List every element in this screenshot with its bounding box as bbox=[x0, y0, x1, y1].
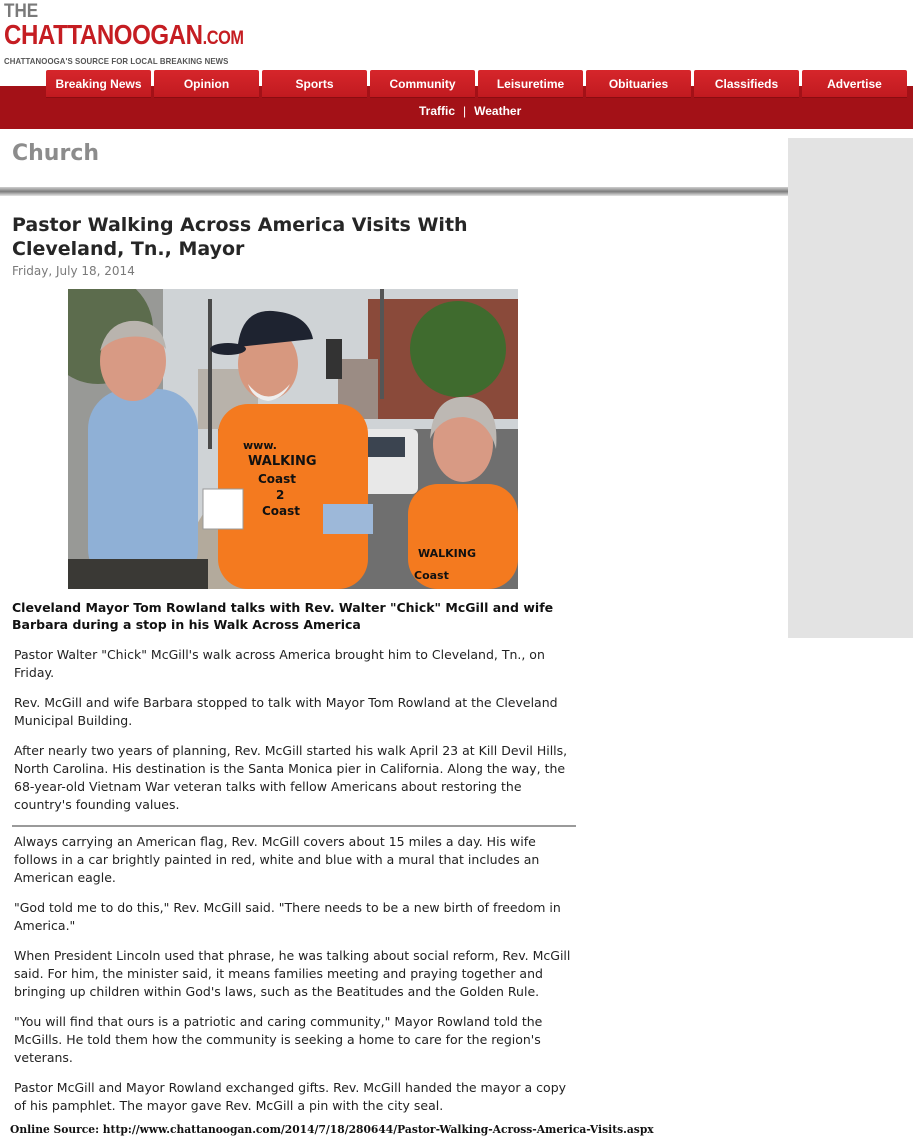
article-photo bbox=[68, 289, 518, 589]
photo-pole bbox=[380, 289, 384, 399]
nav-tab-breaking-news[interactable]: Breaking News bbox=[46, 70, 151, 97]
photo-pamphlet bbox=[203, 489, 243, 529]
photo-pole bbox=[208, 299, 212, 449]
sub-nav-separator: | bbox=[463, 104, 467, 118]
nav-tab-classifieds[interactable]: Classifieds bbox=[694, 70, 799, 97]
article-paragraph: "You will find that ours is a patriotic and caring community," Mayor Rowland told the McGills. He told them how the community is seeking a home to care for the region's veterans. bbox=[14, 1014, 543, 1065]
article-paragraph: Always carrying an American flag, Rev. McGill covers about 15 miles a day. His wife follows in a car brightly painted in red, white and blue with a mural that includes an American eagle. bbox=[14, 834, 540, 885]
nav-tab-obituaries[interactable]: Obituaries bbox=[586, 70, 691, 97]
nav-tab-sports[interactable]: Sports bbox=[262, 70, 367, 97]
sub-nav bbox=[419, 104, 521, 118]
online-source-footer: Online Source: http://www.chattanoogan.com/2014/7/18/280644/Pastor-Walking-Across-America-Visits.aspx bbox=[10, 1122, 654, 1136]
photo-shirt-text-walking: WALKING bbox=[248, 454, 317, 469]
photo-shirt-text-coast: Coast bbox=[258, 472, 297, 486]
logo-brand-com: .COM bbox=[202, 28, 244, 49]
sub-nav-traffic[interactable]: Traffic bbox=[419, 104, 456, 118]
nav-tab-leisuretime[interactable]: Leisuretime bbox=[478, 70, 583, 97]
photo-traffic-light bbox=[326, 339, 342, 379]
logo-tagline: CHATTANOOGA'S SOURCE FOR LOCAL BREAKING NEWS bbox=[4, 56, 229, 66]
sidebar-panel bbox=[788, 138, 913, 638]
logo-the: THE bbox=[4, 1, 39, 22]
section-title: Church bbox=[12, 141, 100, 166]
photo-tree bbox=[410, 301, 506, 397]
article-divider bbox=[12, 825, 576, 827]
photo-shirt-text-coast-2: Coast bbox=[262, 504, 301, 518]
article-paragraph: When President Lincoln used that phrase, he was talking about social reform, Rev. McGill said. For him, the minister said, it means families meeting and praying together and bringing up children within God's laws, such as the Beatitudes and the Golden Rule. bbox=[14, 948, 571, 999]
nav-tab-community[interactable]: Community bbox=[370, 70, 475, 97]
article-paragraph: Pastor McGill and Mayor Rowland exchanged gifts. Rev. McGill handed the mayor a copy of his pamphlet. The mayor gave Rev. McGill a pin with the city seal. bbox=[14, 1080, 567, 1113]
nav-tab-opinion[interactable]: Opinion bbox=[154, 70, 259, 97]
logo-brand bbox=[4, 19, 244, 53]
sub-nav-weather[interactable]: Weather bbox=[474, 104, 522, 118]
photo-caption: Cleveland Mayor Tom Rowland talks with Rev. Walter "Chick" McGill and wife Barbara during a stop in his Walk Across America bbox=[12, 600, 554, 632]
article-paragraph: Rev. McGill and wife Barbara stopped to talk with Mayor Tom Rowland at the Cleveland Municipal Building. bbox=[14, 695, 558, 728]
photo-pastor-arm bbox=[323, 504, 373, 534]
article-headline: Pastor Walking Across America Visits With Cleveland, Tn., Mayor bbox=[12, 214, 468, 260]
article-paragraph: After nearly two years of planning, Rev. McGill started his walk April 23 at Kill Devil Hills, North Carolina. His destination is the Santa Monica pier in California. Along the way, the 68-year-old Vietnam War veteran talks with fellow Americans about restoring the country's founding values. bbox=[14, 743, 568, 812]
photo-mayor-pants bbox=[68, 559, 208, 589]
section-divider bbox=[0, 187, 788, 196]
photo-shirt2-text-coast: Coast bbox=[414, 569, 449, 582]
main-nav bbox=[46, 70, 907, 97]
photo-shirt-text-2: 2 bbox=[276, 488, 285, 502]
article-paragraph: Pastor Walter "Chick" McGill's walk across America brought him to Cleveland, Tn., on Friday. bbox=[14, 647, 545, 680]
nav-tab-advertise[interactable]: Advertise bbox=[802, 70, 907, 97]
photo-shirt2-text-walking: WALKING bbox=[418, 547, 477, 560]
photo-pastor-cap-brim bbox=[210, 343, 246, 355]
logo-brand-name: CHATTANOOGAN bbox=[4, 19, 203, 50]
article-paragraph: "God told me to do this," Rev. McGill said. "There needs to be a new birth of freedom in America." bbox=[14, 900, 561, 933]
photo-shirt-text-www: www. bbox=[243, 439, 277, 452]
site-logo[interactable] bbox=[4, 1, 244, 66]
article-date: Friday, July 18, 2014 bbox=[12, 264, 135, 278]
photo-illustration bbox=[68, 289, 518, 589]
